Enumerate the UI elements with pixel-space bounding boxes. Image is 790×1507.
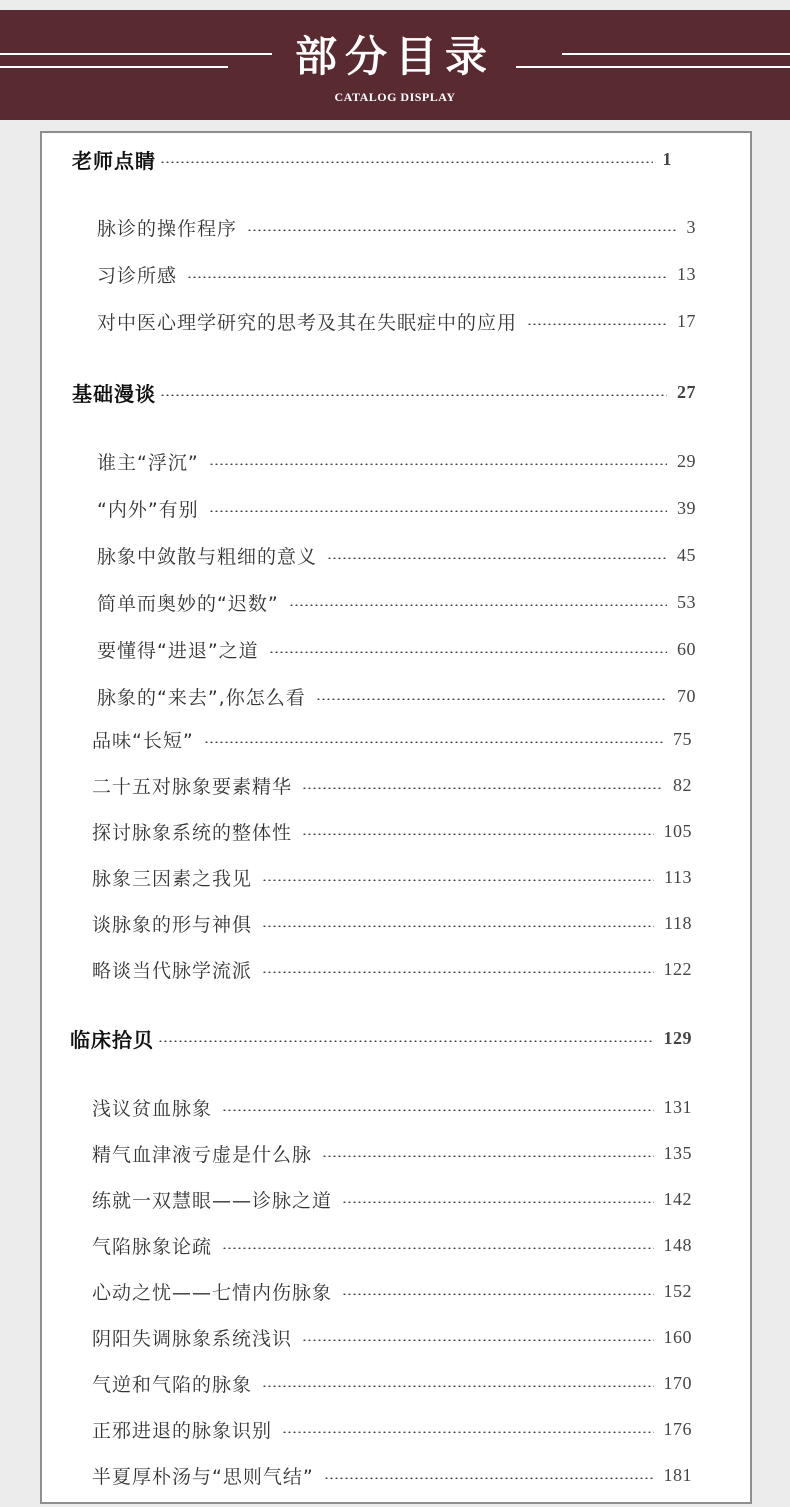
toc-page-number: 1 <box>662 148 672 169</box>
toc-entry-title: 脉象中敛散与粗细的意义 <box>97 545 318 568</box>
toc-entry <box>92 1230 692 1260</box>
leader-dots <box>289 604 667 606</box>
toc-entry <box>97 212 696 242</box>
leader-dots <box>282 1431 653 1433</box>
toc-entry <box>92 1368 692 1398</box>
decorative-line <box>516 66 790 68</box>
leader-dots <box>247 229 676 231</box>
toc-page-number: 105 <box>663 820 692 841</box>
toc-page-number: 176 <box>663 1418 692 1439</box>
page-subtitle: CATALOG DISPLAY <box>334 90 456 104</box>
toc-entry <box>92 1414 692 1444</box>
toc-entry-title: 浅议贫血脉象 <box>92 1097 213 1120</box>
leader-dots <box>262 925 654 927</box>
toc-entry <box>97 493 696 523</box>
leader-dots <box>342 1293 653 1295</box>
leader-dots <box>327 557 667 559</box>
catalog-page <box>40 131 752 1504</box>
toc-entry-title: 精气血津液亏虚是什么脉 <box>92 1143 313 1166</box>
toc-entry-title: 老师点睛 <box>72 148 156 173</box>
leader-dots <box>269 651 667 653</box>
toc-entry <box>97 259 696 289</box>
toc-page-number: 170 <box>663 1372 692 1393</box>
page-title: 部分目录 <box>294 32 495 81</box>
toc-section-heading <box>70 1023 692 1053</box>
leader-dots <box>160 161 653 163</box>
toc-entry <box>97 634 696 664</box>
leader-dots <box>342 1201 653 1203</box>
leader-dots <box>204 741 663 743</box>
toc-entry <box>92 954 692 984</box>
toc-section-heading <box>72 144 672 174</box>
toc-entry-title: “内外”有别 <box>97 498 199 521</box>
toc-entry-title: 气逆和气陷的脉象 <box>92 1373 253 1396</box>
toc-entry-title: 简单而奥妙的“迟数” <box>97 592 279 615</box>
toc-page-number: 82 <box>673 774 692 795</box>
toc-page-number: 75 <box>673 728 692 749</box>
toc-entry <box>97 540 696 570</box>
toc-entry <box>92 770 692 800</box>
toc-entry <box>97 587 696 617</box>
toc-page-number: 53 <box>677 591 696 612</box>
toc-entry-title: 基础漫谈 <box>72 381 156 406</box>
toc-page-number: 45 <box>677 544 696 565</box>
toc-entry-title: 练就一双慧眼——诊脉之道 <box>92 1189 333 1212</box>
toc-entry <box>92 1138 692 1168</box>
leader-dots <box>158 1040 654 1042</box>
toc-entry-title: 脉诊的操作程序 <box>97 217 238 240</box>
toc-entry-title: 略谈当代脉学流派 <box>92 959 253 982</box>
leader-dots <box>302 833 653 835</box>
toc-entry-title: 谁主“浮沉” <box>97 451 199 474</box>
leader-dots <box>222 1109 653 1111</box>
toc-entry-title: 品味“长短” <box>92 729 194 752</box>
leader-dots <box>302 787 663 789</box>
leader-dots <box>322 1155 653 1157</box>
toc-entry-title: 正邪进退的脉象识别 <box>92 1419 273 1442</box>
toc-page-number: 39 <box>677 497 696 518</box>
toc-entry <box>92 1322 692 1352</box>
decorative-line <box>0 53 272 55</box>
toc-entry <box>92 1092 692 1122</box>
toc-entry-title: 二十五对脉象要素精华 <box>92 775 293 798</box>
toc-entry <box>92 862 692 892</box>
toc-entry-title: 阴阳失调脉象系统浅识 <box>92 1327 293 1350</box>
toc-entry-title: 脉象的“来去”,你怎么看 <box>97 686 306 709</box>
toc-entry-title: 心动之忧——七情内伤脉象 <box>92 1281 333 1304</box>
toc-entry-title: 谈脉象的形与神俱 <box>92 913 253 936</box>
toc-entry-title: 脉象三因素之我见 <box>92 867 253 890</box>
toc-page-number: 113 <box>664 866 692 887</box>
toc-entry <box>92 816 692 846</box>
decorative-line <box>0 66 228 68</box>
leader-dots <box>209 510 667 512</box>
toc-entry-title: 对中医心理学研究的思考及其在失眠症中的应用 <box>97 311 518 334</box>
leader-dots <box>262 879 654 881</box>
toc-entry <box>97 681 696 711</box>
toc-entry-title: 习诊所感 <box>97 264 178 287</box>
leader-dots <box>262 1385 653 1387</box>
leader-dots <box>262 971 653 973</box>
toc-entry-title: 气陷脉象论疏 <box>92 1235 213 1258</box>
toc-page-number: 131 <box>663 1096 692 1117</box>
toc-entry <box>92 908 692 938</box>
toc-page-number: 135 <box>663 1142 692 1163</box>
toc-page-number: 70 <box>677 685 696 706</box>
toc-page-number: 129 <box>663 1027 692 1048</box>
toc-section-heading <box>72 377 696 407</box>
toc-page-number: 29 <box>677 450 696 471</box>
toc-entry <box>92 1460 692 1490</box>
toc-page-number: 13 <box>677 263 696 284</box>
toc-page-number: 27 <box>677 381 696 402</box>
toc-page-number: 142 <box>663 1188 692 1209</box>
toc-page-number: 160 <box>663 1326 692 1347</box>
toc-page-number: 122 <box>663 958 692 979</box>
header-banner <box>0 10 790 120</box>
toc-page-number: 118 <box>664 912 692 933</box>
leader-dots <box>324 1477 654 1479</box>
toc-page-number: 148 <box>663 1234 692 1255</box>
toc-page-number: 181 <box>663 1464 692 1485</box>
toc-entry <box>92 1276 692 1306</box>
toc-entry-title: 要懂得“进退”之道 <box>97 639 259 662</box>
toc-page-number: 60 <box>677 638 696 659</box>
leader-dots <box>187 276 667 278</box>
leader-dots <box>302 1339 653 1341</box>
toc-entry <box>92 1184 692 1214</box>
leader-dots <box>160 394 667 396</box>
leader-dots <box>316 698 667 700</box>
toc-entry <box>97 306 696 336</box>
toc-entry <box>92 724 692 754</box>
toc-entry-title: 临床拾贝 <box>70 1027 154 1052</box>
toc-page-number: 17 <box>677 310 696 331</box>
leader-dots <box>209 463 667 465</box>
toc-page-number: 152 <box>663 1280 692 1301</box>
decorative-line <box>562 53 790 55</box>
toc-page-number: 3 <box>686 216 696 237</box>
leader-dots <box>527 323 667 325</box>
toc-entry <box>97 446 696 476</box>
toc-entry-title: 半夏厚朴汤与“思则气结” <box>92 1465 314 1488</box>
leader-dots <box>222 1247 653 1249</box>
toc-entry-title: 探讨脉象系统的整体性 <box>92 821 293 844</box>
